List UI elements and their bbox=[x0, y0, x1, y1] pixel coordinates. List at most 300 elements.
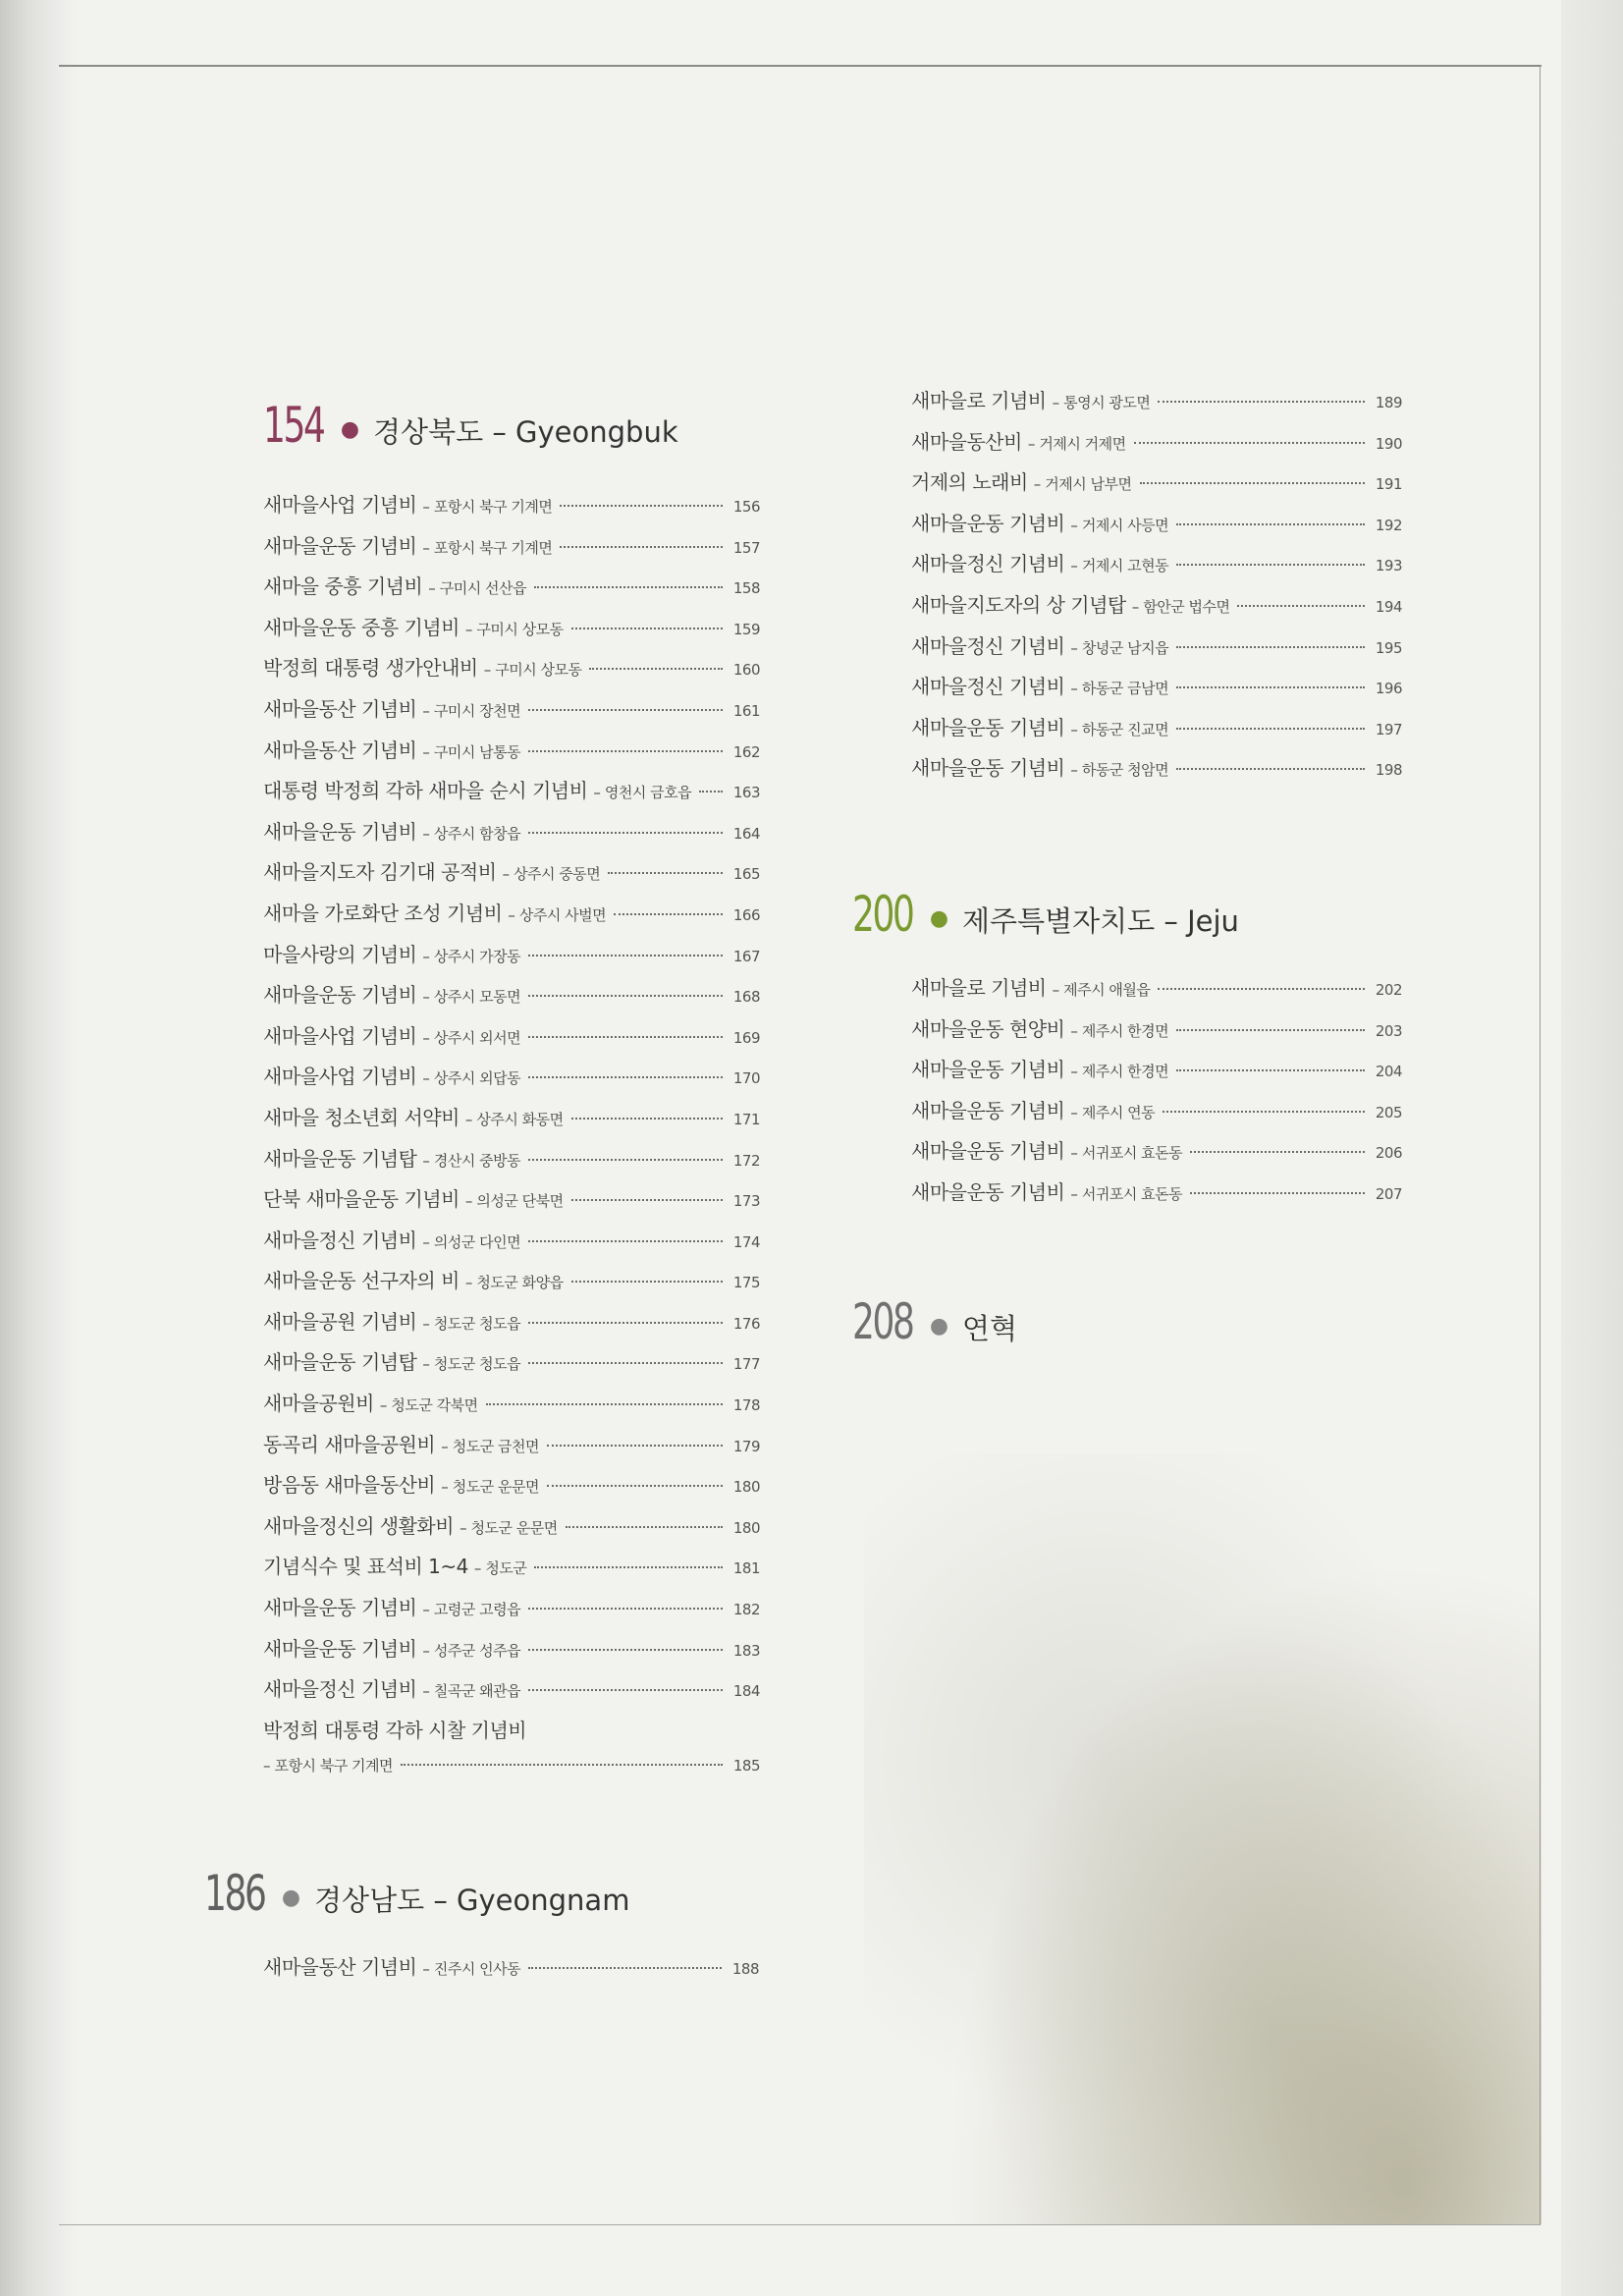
entry-page-number: 181 bbox=[732, 1559, 760, 1578]
dot-leader bbox=[534, 586, 723, 588]
entry-page-number: 179 bbox=[732, 1437, 760, 1455]
dot-leader bbox=[566, 1526, 723, 1528]
section-header bbox=[204, 1865, 759, 1922]
entry-separator: – bbox=[464, 1110, 473, 1128]
entry-title: 새마을운동 기념비 bbox=[263, 533, 417, 558]
entry-page-number: 178 bbox=[732, 1396, 760, 1415]
entry-page-number: 182 bbox=[732, 1601, 760, 1619]
dot-leader bbox=[401, 1764, 723, 1766]
entry-title: 새마을동산 기념비 bbox=[263, 696, 417, 721]
dot-leader bbox=[486, 1403, 723, 1405]
entry-location: 서귀포시 효돈동 bbox=[1081, 1184, 1183, 1203]
toc-entry bbox=[263, 856, 760, 898]
entry-page-number: 192 bbox=[1375, 516, 1402, 534]
entry-page-number: 205 bbox=[1375, 1103, 1402, 1121]
entry-location: 고령군 고령읍 bbox=[433, 1601, 521, 1619]
dot-leader bbox=[614, 913, 723, 915]
toc-entry bbox=[263, 1265, 760, 1306]
toc-entry bbox=[263, 1429, 760, 1470]
dot-leader bbox=[528, 1036, 723, 1038]
entry-page-number: 173 bbox=[732, 1192, 760, 1211]
section-title: 제주특별자치도 – Jeju bbox=[962, 904, 1239, 938]
section-jeju bbox=[852, 886, 1402, 1218]
entry-separator: – bbox=[422, 1028, 430, 1047]
entry-separator: – bbox=[422, 1601, 430, 1619]
entry-title: 새마을사업 기념비 bbox=[263, 493, 417, 517]
entry-location: 제주시 애월읍 bbox=[1063, 981, 1151, 999]
entry-page-number: 162 bbox=[732, 742, 760, 761]
bullet-icon: ● bbox=[281, 1886, 301, 1910]
entry-title: 새마을정신 기념비 bbox=[263, 1677, 417, 1702]
entry-title: 새마을운동 기념비 bbox=[911, 1139, 1065, 1164]
entry-title: 새마을운동 기념비 bbox=[911, 1179, 1065, 1204]
dot-leader bbox=[608, 872, 723, 874]
toc-entry bbox=[263, 571, 760, 612]
entry-title: 마을사랑의 기념비 bbox=[263, 942, 417, 966]
entry-separator: – bbox=[1070, 1144, 1078, 1163]
dot-leader bbox=[1158, 401, 1365, 403]
entry-separator: – bbox=[502, 865, 511, 884]
toc-entry bbox=[263, 1388, 760, 1429]
dot-leader bbox=[560, 505, 723, 507]
entry-location: 청도군 청도읍 bbox=[433, 1355, 521, 1374]
toc-entry bbox=[263, 530, 760, 572]
entry-location: 통영시 광도면 bbox=[1063, 394, 1151, 411]
toc-entry bbox=[911, 426, 1402, 467]
section-title: 경상남도 – Gyeongnam bbox=[314, 1884, 630, 1917]
page-edge bbox=[1561, 0, 1623, 2296]
entry-separator: – bbox=[1052, 394, 1060, 411]
dot-leader bbox=[571, 1199, 723, 1201]
entry-location: 성주군 성주읍 bbox=[433, 1641, 521, 1660]
section-header bbox=[263, 397, 760, 454]
entry-title: 새마을운동 기념탑 bbox=[263, 1146, 417, 1171]
entry-location: 하동군 금남면 bbox=[1081, 680, 1169, 698]
entry-title: 새마을운동 기념비 bbox=[911, 715, 1065, 739]
toc-entry bbox=[263, 1951, 759, 1993]
section-title: 연혁 bbox=[962, 1312, 1018, 1345]
entry-page-number: 156 bbox=[732, 498, 760, 516]
section-header bbox=[852, 1293, 1245, 1350]
entry-page-number: 180 bbox=[732, 1518, 760, 1537]
entry-separator: – bbox=[1070, 516, 1078, 534]
entry-location: 진주시 인사동 bbox=[433, 1960, 521, 1978]
entry-separator: – bbox=[464, 1274, 473, 1292]
toc-entry bbox=[263, 816, 760, 857]
entry-separator: – bbox=[422, 1355, 430, 1374]
entry-location: 함안군 법수면 bbox=[1143, 597, 1230, 616]
entry-title: 새마을정신의 생활화비 bbox=[263, 1513, 455, 1538]
entry-page-number: 159 bbox=[732, 620, 760, 638]
toc-entry bbox=[911, 1135, 1402, 1176]
entry-separator: – bbox=[422, 988, 430, 1007]
toc-entry bbox=[263, 489, 760, 530]
entry-title: 기념식수 및 표석비 1~4 bbox=[263, 1555, 468, 1579]
entry-page-number: 157 bbox=[732, 538, 760, 557]
toc-entry bbox=[263, 1633, 760, 1674]
entry-title: 대통령 박정희 각하 새마을 순시 기념비 bbox=[263, 779, 588, 803]
entry-location: 거제시 남부면 bbox=[1045, 475, 1132, 494]
entry-separator: – bbox=[1070, 1021, 1078, 1040]
entry-separator: – bbox=[1052, 981, 1060, 999]
entry-title: 새마을운동 기념비 bbox=[911, 1058, 1065, 1082]
toc-entry bbox=[911, 712, 1402, 753]
toc-entry bbox=[911, 1013, 1402, 1055]
toc-entry bbox=[263, 1102, 760, 1143]
entry-title: 새마을정신 기념비 bbox=[263, 1228, 417, 1252]
entry-location: 청도군 bbox=[485, 1559, 527, 1578]
book-spine-shadow bbox=[0, 0, 79, 2296]
entry-page-number: 190 bbox=[1375, 434, 1402, 453]
toc-entry bbox=[263, 979, 760, 1020]
entry-title: 새마을공원 기념비 bbox=[263, 1309, 417, 1334]
entry-title: 새마을지도자 김기대 공적비 bbox=[263, 860, 497, 885]
entry-location: 상주시 사벌면 bbox=[518, 905, 607, 924]
entry-title: 방음동 새마을동산비 bbox=[263, 1473, 436, 1498]
entry-separator: – bbox=[422, 701, 430, 720]
entry-separator: – bbox=[508, 905, 515, 924]
toc-entry bbox=[911, 466, 1402, 508]
section-title: 경상북도 – Gyeongbuk bbox=[373, 415, 678, 449]
dot-leader bbox=[1176, 646, 1365, 648]
entry-title: 새마을운동 기념비 bbox=[911, 756, 1065, 781]
entry-title: 새마을운동 기념비 bbox=[911, 511, 1065, 535]
section-gyeongnam-continued bbox=[911, 385, 1402, 793]
toc-entry bbox=[263, 1469, 760, 1510]
entry-location: 구미시 상모동 bbox=[476, 620, 564, 638]
entry-location: 상주시 외답동 bbox=[433, 1069, 521, 1088]
entry-location: 포항시 북구 기계면 bbox=[433, 538, 553, 557]
entry-title: 새마을운동 중흥 기념비 bbox=[263, 615, 460, 639]
toc-entry bbox=[911, 508, 1402, 549]
entry-location: 구미시 장천면 bbox=[433, 701, 521, 720]
entry-location: 제주시 한경면 bbox=[1081, 1063, 1169, 1081]
toc-entry bbox=[911, 972, 1402, 1013]
entry-separator: – bbox=[1033, 475, 1042, 494]
entry-separator: – bbox=[428, 579, 436, 598]
entry-title: 새마을 중흥 기념비 bbox=[263, 574, 423, 599]
entry-location: 하동군 청암면 bbox=[1081, 761, 1169, 780]
entry-page-number: 177 bbox=[732, 1355, 760, 1374]
entry-separator: – bbox=[473, 1559, 482, 1578]
toc-entry bbox=[263, 735, 760, 776]
entry-separator: – bbox=[422, 538, 430, 557]
entry-page-number: 170 bbox=[732, 1069, 760, 1088]
toc-entry bbox=[263, 1020, 760, 1062]
entry-title: 새마을 가로화단 조성 기념비 bbox=[263, 901, 503, 925]
dot-leader bbox=[528, 1967, 722, 1969]
section-page-number: 208 bbox=[852, 1293, 913, 1350]
entry-title: 새마을 청소년회 서약비 bbox=[263, 1105, 460, 1129]
entry-page-number: 171 bbox=[732, 1110, 760, 1128]
dot-leader bbox=[528, 1608, 723, 1610]
entry-page-number: 189 bbox=[1375, 394, 1402, 411]
dot-leader bbox=[1176, 1069, 1365, 1071]
entry-location: 상주시 중동면 bbox=[514, 865, 601, 884]
dot-leader bbox=[1176, 768, 1365, 770]
entry-location: 의성군 단북면 bbox=[476, 1192, 564, 1211]
toc-entry bbox=[263, 693, 760, 735]
dot-leader bbox=[528, 1240, 723, 1242]
entry-title: 새마을운동 기념비 bbox=[263, 819, 417, 844]
entry-separator: – bbox=[464, 620, 473, 638]
entry-location: 청도군 운문면 bbox=[452, 1478, 539, 1497]
toc-entry bbox=[263, 1510, 760, 1552]
section-gyeongbuk bbox=[263, 397, 760, 1796]
dot-leader bbox=[528, 832, 723, 834]
entry-page-number: 175 bbox=[732, 1274, 760, 1292]
entry-title: 새마을사업 기념비 bbox=[263, 1065, 417, 1089]
entry-title: 새마을지도자의 상 기념탑 bbox=[911, 592, 1126, 617]
toc-list bbox=[204, 1951, 759, 1993]
dot-leader bbox=[528, 750, 723, 752]
entry-location: 서귀포시 효돈동 bbox=[1081, 1144, 1183, 1163]
entry-separator: – bbox=[1131, 597, 1140, 616]
entry-location: 상주시 가장동 bbox=[433, 947, 521, 965]
toc-entry bbox=[911, 630, 1402, 672]
section-page-number: 186 bbox=[204, 1865, 265, 1922]
toc-entry bbox=[263, 1306, 760, 1347]
entry-page-number: 198 bbox=[1375, 761, 1402, 780]
entry-location: 청도군 운문면 bbox=[470, 1518, 558, 1537]
entry-separator: – bbox=[1070, 557, 1078, 575]
entry-location: 구미시 남통동 bbox=[433, 742, 521, 761]
entry-page-number: 164 bbox=[732, 824, 760, 843]
toc-entry bbox=[911, 1095, 1402, 1136]
entry-separator: – bbox=[379, 1396, 388, 1415]
entry-separator: – bbox=[1070, 1184, 1078, 1203]
entry-page-number: 202 bbox=[1375, 981, 1402, 999]
toc-entry bbox=[263, 1551, 760, 1592]
dot-leader bbox=[1158, 988, 1365, 990]
entry-title: 새마을운동 기념탑 bbox=[263, 1350, 417, 1375]
entry-separator: – bbox=[441, 1437, 449, 1455]
toc-entry bbox=[263, 1592, 760, 1633]
entry-location: 청도군 청도읍 bbox=[433, 1314, 521, 1333]
entry-location: 경산시 중방동 bbox=[433, 1151, 521, 1170]
entry-title: 박정희 대통령 생가안내비 bbox=[263, 656, 478, 681]
entry-location: 포항시 북구 기계면 bbox=[274, 1757, 393, 1776]
entry-separator: – bbox=[460, 1518, 467, 1537]
entry-separator: – bbox=[1070, 1103, 1078, 1121]
entry-title: 새마을운동 기념비 bbox=[911, 1098, 1065, 1122]
entry-title: 새마을운동 선구자의 비 bbox=[263, 1269, 460, 1293]
entry-title: 새마을정신 기념비 bbox=[911, 633, 1065, 658]
entry-separator: – bbox=[1070, 1063, 1078, 1081]
entry-location: 거제시 고현동 bbox=[1081, 557, 1169, 575]
dot-leader bbox=[528, 1159, 723, 1161]
entry-location: 제주시 연동 bbox=[1081, 1103, 1156, 1121]
entry-page-number: 207 bbox=[1375, 1184, 1402, 1203]
entry-separator: – bbox=[422, 1232, 430, 1251]
entry-title: 단북 새마을운동 기념비 bbox=[263, 1187, 460, 1212]
entry-location: 창녕군 남지읍 bbox=[1081, 638, 1169, 657]
entry-page-number: 204 bbox=[1375, 1063, 1402, 1081]
entry-separator: – bbox=[263, 1757, 271, 1776]
entry-title: 새마을동산 기념비 bbox=[263, 1955, 417, 1979]
toc-entry bbox=[263, 612, 760, 653]
dot-leader bbox=[1176, 564, 1365, 566]
entry-title: 새마을운동 기념비 bbox=[263, 983, 417, 1008]
section-header bbox=[852, 886, 1402, 943]
dot-leader bbox=[528, 1362, 723, 1364]
ink-wash-decoration bbox=[864, 1453, 1542, 2224]
toc-entry bbox=[263, 1183, 760, 1225]
dot-leader bbox=[589, 668, 723, 670]
entry-separator: – bbox=[422, 824, 430, 843]
entry-location: 구미시 상모동 bbox=[495, 661, 582, 680]
entry-location: 구미시 선산읍 bbox=[439, 579, 526, 598]
dot-leader bbox=[1134, 442, 1365, 444]
dot-leader bbox=[560, 546, 723, 548]
dot-leader bbox=[528, 995, 723, 997]
entry-separator: – bbox=[1070, 680, 1078, 698]
section-history bbox=[852, 1293, 1245, 1350]
entry-page-number: 176 bbox=[732, 1314, 760, 1333]
bottom-rule bbox=[59, 2224, 1540, 2225]
toc-entry bbox=[911, 589, 1402, 630]
toc-entry bbox=[263, 1061, 760, 1102]
entry-page-number: 172 bbox=[732, 1151, 760, 1170]
toc-entry bbox=[911, 671, 1402, 712]
entry-page-number: 206 bbox=[1375, 1144, 1402, 1163]
toc-list bbox=[263, 489, 760, 1796]
bullet-icon: ● bbox=[929, 906, 949, 931]
entry-title: 새마을동산 기념비 bbox=[263, 738, 417, 762]
entry-location: 의성군 다인면 bbox=[433, 1232, 521, 1251]
toc-entry bbox=[263, 898, 760, 939]
entry-page-number: 174 bbox=[732, 1232, 760, 1251]
entry-location: 거제시 사등면 bbox=[1081, 516, 1169, 534]
entry-page-number: 160 bbox=[732, 661, 760, 680]
dot-leader bbox=[571, 628, 723, 629]
dot-leader bbox=[528, 1689, 723, 1691]
toc-entry bbox=[263, 1715, 760, 1756]
entry-page-number: 188 bbox=[731, 1960, 759, 1978]
entry-page-number: 165 bbox=[732, 865, 760, 884]
toc-entry bbox=[263, 775, 760, 816]
toc-entry bbox=[911, 385, 1402, 426]
entry-location: 청도군 금천면 bbox=[452, 1437, 539, 1455]
dot-leader bbox=[528, 1322, 723, 1324]
dot-leader bbox=[1237, 605, 1365, 607]
dot-leader bbox=[699, 791, 723, 793]
entry-separator: – bbox=[1070, 638, 1078, 657]
entry-separator: – bbox=[422, 1151, 430, 1170]
dot-leader bbox=[571, 1281, 723, 1283]
entry-page-number: 158 bbox=[732, 579, 760, 598]
entry-location: 상주시 함창읍 bbox=[433, 824, 521, 843]
entry-page-number: 195 bbox=[1375, 638, 1402, 657]
entry-separator: – bbox=[1070, 761, 1078, 780]
entry-title: 새마을로 기념비 bbox=[911, 389, 1047, 412]
entry-title: 박정희 대통령 각하 시찰 기념비 bbox=[263, 1718, 527, 1742]
entry-title: 새마을공원비 bbox=[263, 1392, 374, 1416]
toc-entry bbox=[263, 1346, 760, 1388]
toc-entry bbox=[263, 1143, 760, 1184]
entry-location: 영천시 금호읍 bbox=[604, 784, 692, 802]
entry-title: 새마을사업 기념비 bbox=[263, 1023, 417, 1048]
dot-leader bbox=[1176, 523, 1365, 525]
entry-separator: – bbox=[422, 742, 430, 761]
entry-separator: – bbox=[422, 498, 430, 516]
dot-leader bbox=[547, 1445, 723, 1447]
entry-location: 칠곡군 왜관읍 bbox=[433, 1682, 521, 1701]
entry-separator: – bbox=[422, 1314, 430, 1333]
entry-page-number: 163 bbox=[732, 784, 760, 802]
entry-page-number: 184 bbox=[732, 1682, 760, 1701]
entry-page-number: 185 bbox=[732, 1757, 760, 1776]
dot-leader bbox=[528, 1649, 723, 1651]
entry-location: 상주시 화동면 bbox=[476, 1110, 564, 1128]
section-page-number: 200 bbox=[852, 886, 913, 943]
entry-title: 새마을운동 현양비 bbox=[911, 1016, 1065, 1041]
toc-entry bbox=[263, 939, 760, 980]
entry-location: 상주시 모동면 bbox=[433, 988, 521, 1007]
toc-entry bbox=[263, 1225, 760, 1266]
dot-leader bbox=[1176, 1029, 1365, 1031]
section-page-number: 154 bbox=[263, 397, 324, 454]
entry-location: 거제시 거제면 bbox=[1039, 434, 1126, 453]
entry-title: 새마을운동 기념비 bbox=[263, 1636, 417, 1661]
top-rule bbox=[59, 65, 1542, 67]
entry-separator: – bbox=[1027, 434, 1036, 453]
entry-location: 포항시 북구 기계면 bbox=[433, 498, 553, 516]
toc-entry bbox=[911, 752, 1402, 793]
entry-separator: – bbox=[422, 1682, 430, 1701]
entry-page-number: 161 bbox=[732, 701, 760, 720]
entry-title: 새마을로 기념비 bbox=[911, 976, 1047, 1000]
section-gyeongnam bbox=[204, 1865, 759, 1993]
dot-leader bbox=[1163, 1111, 1365, 1113]
toc-entry bbox=[911, 1054, 1402, 1095]
entry-title: 새마을정신 기념비 bbox=[911, 675, 1065, 699]
entry-page-number: 167 bbox=[732, 947, 760, 965]
entry-page-number: 183 bbox=[732, 1641, 760, 1660]
toc-entry bbox=[263, 1673, 760, 1715]
dot-leader bbox=[1176, 728, 1365, 730]
entry-title: 거제의 노래비 bbox=[911, 470, 1028, 495]
toc-entry bbox=[911, 1176, 1402, 1218]
bullet-icon: ● bbox=[929, 1314, 949, 1339]
entry-location: 청도군 각북면 bbox=[391, 1396, 478, 1415]
entry-page-number: 191 bbox=[1375, 475, 1402, 494]
entry-title: 새마을운동 기념비 bbox=[263, 1596, 417, 1620]
dot-leader bbox=[1190, 1192, 1365, 1194]
entry-page-number: 203 bbox=[1375, 1021, 1402, 1040]
entry-page-number: 193 bbox=[1375, 557, 1402, 575]
dot-leader bbox=[528, 709, 723, 711]
entry-separator: – bbox=[464, 1192, 473, 1211]
entry-page-number: 180 bbox=[732, 1478, 760, 1497]
dot-leader bbox=[534, 1566, 723, 1568]
entry-title: 새마을정신 기념비 bbox=[911, 552, 1065, 576]
entry-separator: – bbox=[422, 1069, 430, 1088]
entry-separator: – bbox=[441, 1478, 449, 1497]
bullet-icon: ● bbox=[340, 417, 360, 442]
dot-leader bbox=[1140, 482, 1366, 484]
entry-separator: – bbox=[422, 947, 430, 965]
dot-leader bbox=[571, 1118, 723, 1120]
dot-leader bbox=[1190, 1151, 1365, 1153]
entry-location: 상주시 외서면 bbox=[433, 1028, 521, 1047]
entry-separator: – bbox=[422, 1960, 430, 1978]
dot-leader bbox=[528, 1076, 723, 1078]
entry-separator: – bbox=[483, 661, 492, 680]
entry-page-number: 168 bbox=[732, 988, 760, 1007]
dot-leader bbox=[528, 955, 723, 957]
toc-entry bbox=[263, 652, 760, 693]
